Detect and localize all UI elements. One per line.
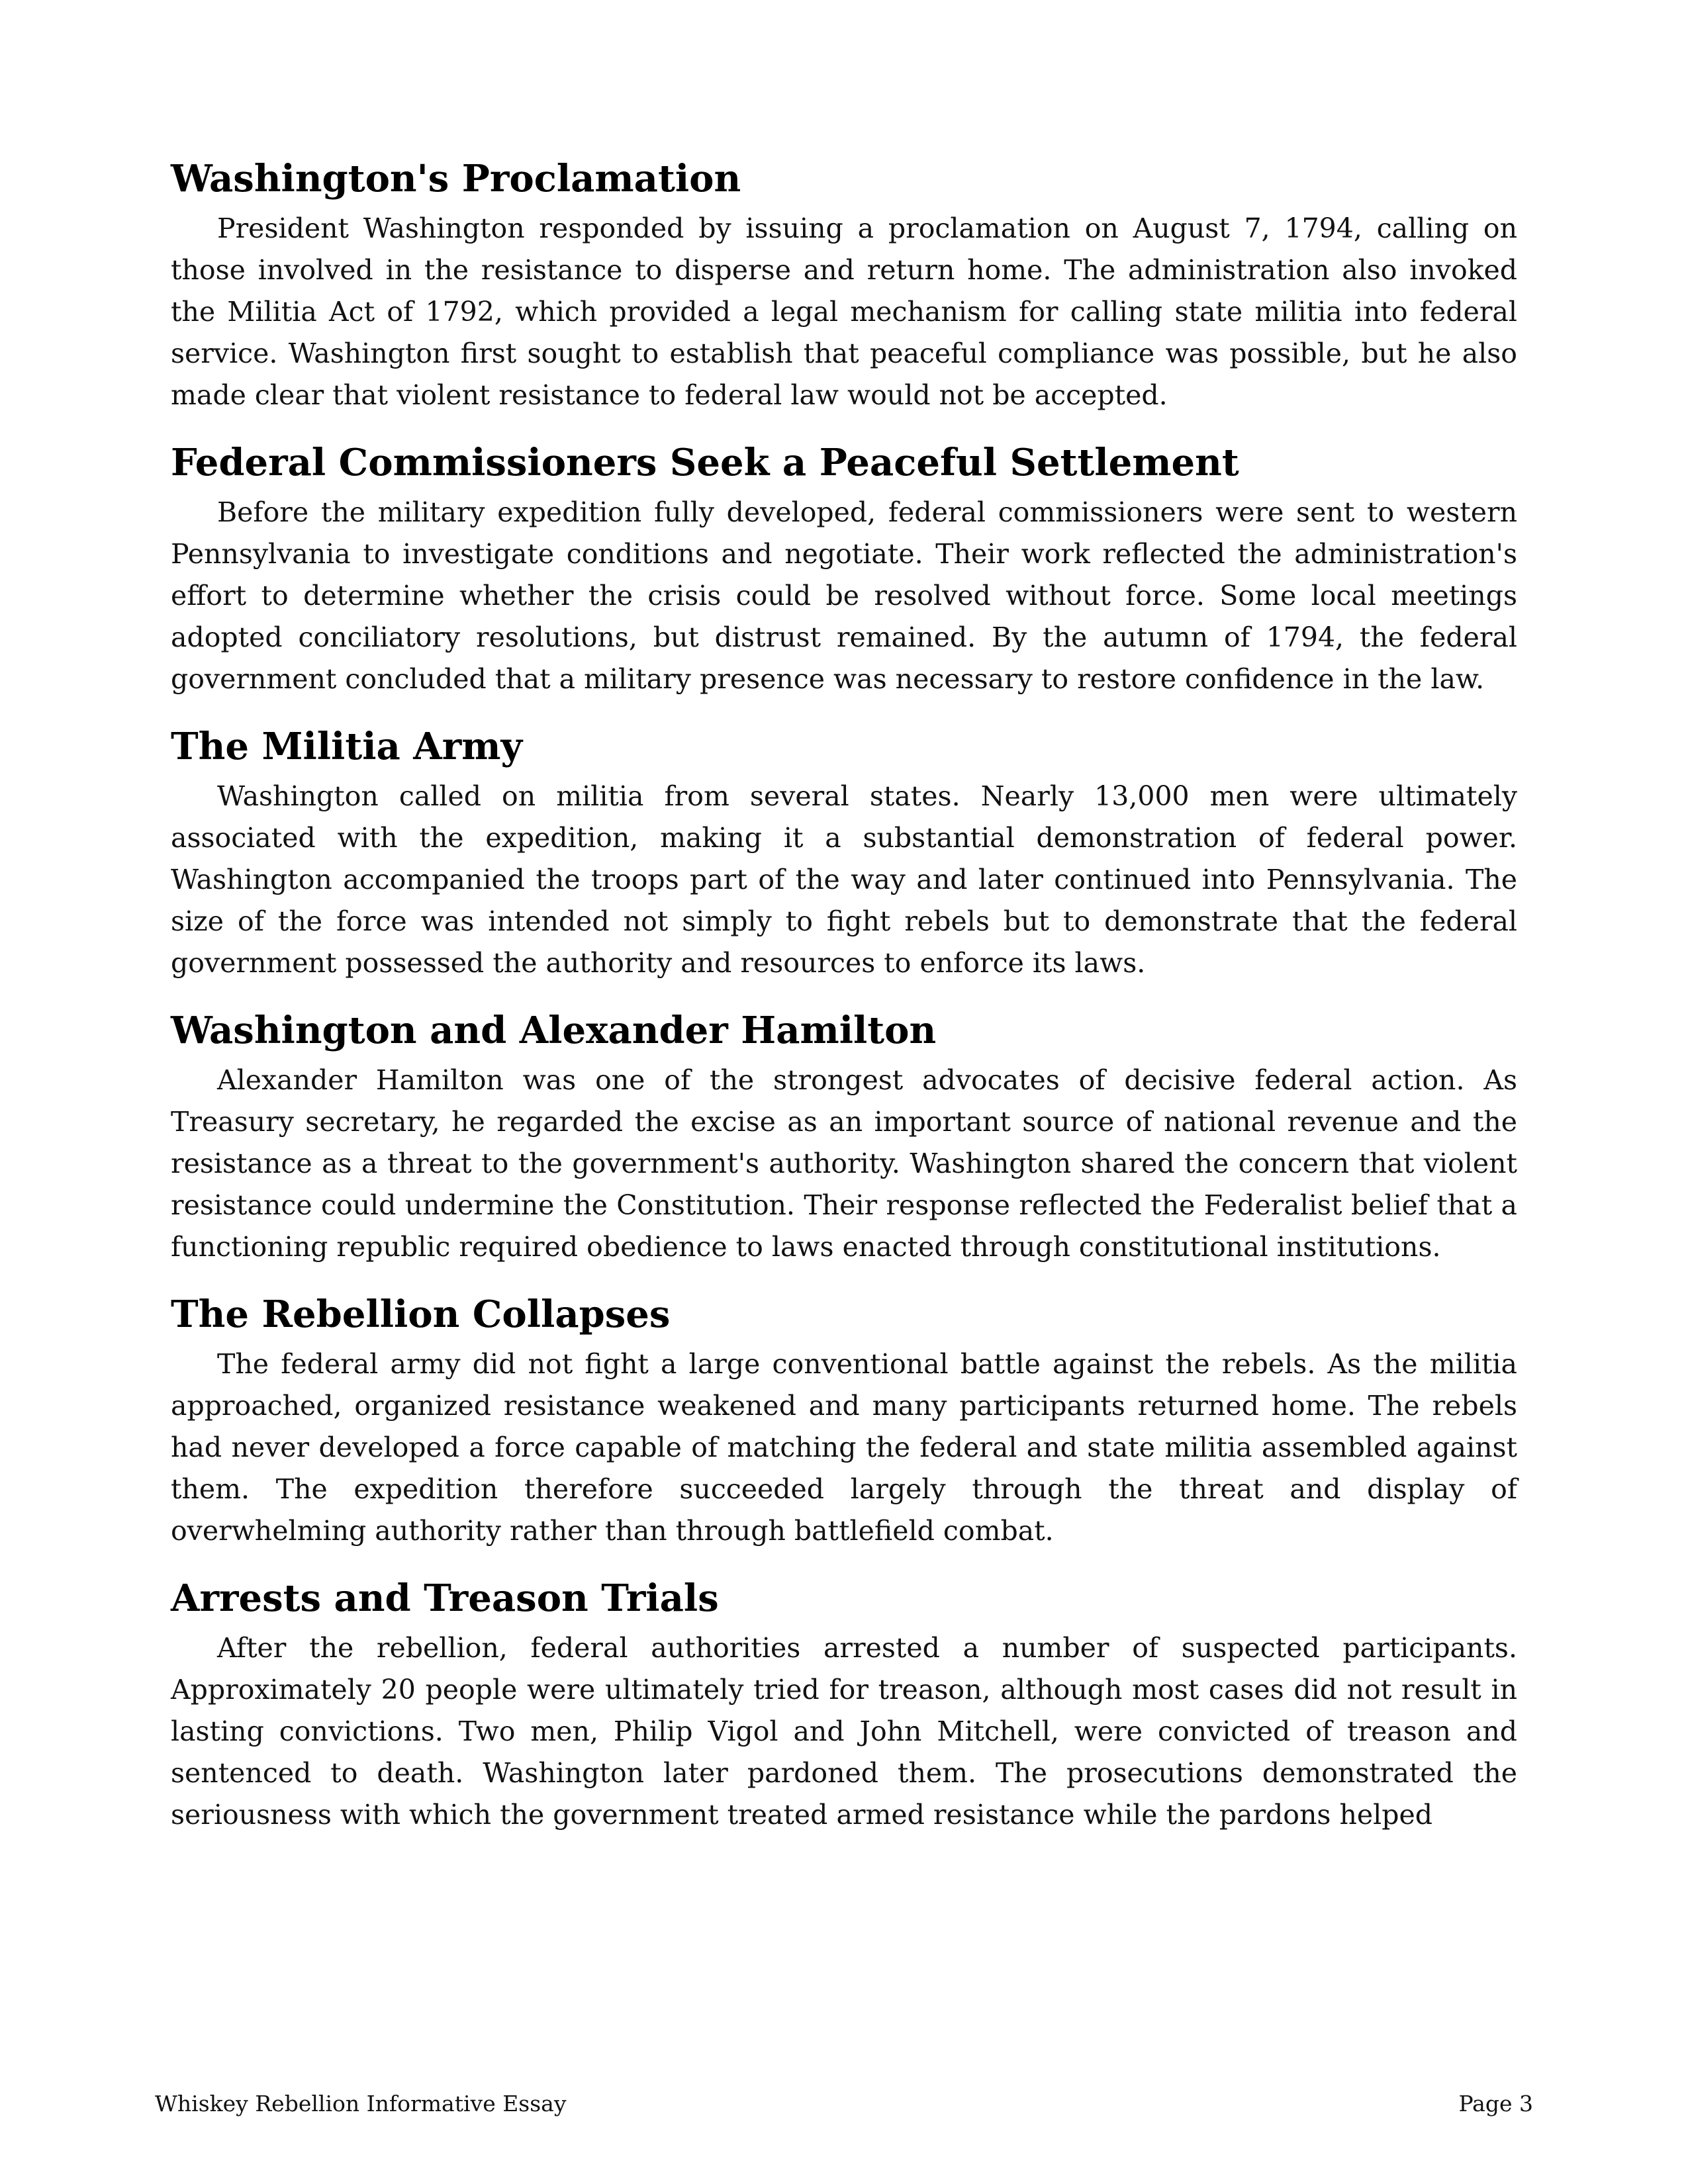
section-washington-and-hamilton (171, 1005, 1517, 1268)
section-heading: Arrests and Treason Trials (171, 1576, 719, 1620)
section-paragraph: Washington called on militia from several states. Nearly 13,000 men were ultimately associated with the expedition, making it a substantial demonstration of federal power. Washington accompanied the troops part of the way and later continued into Pennsylvania. The size of the force was intended not simply to fight rebels but to demonstrate that the federal government possessed the authority and resources to enforce its laws. (171, 780, 1517, 979)
section-heading: The Rebellion Collapses (171, 1293, 671, 1336)
section-paragraph: After the rebellion, federal authorities arrested a number of suspected participants. Approximately 20 people were ultimately tried for treason, although most cases did not result in lasting convictions. Two men, Philip Vigol and John Mitchell, were convicted of treason and sentenced to death. Washington later pardoned them. The prosecutions demonstrated the seriousness with which the government treated armed resistance while the pardons helped (171, 1632, 1517, 1831)
section-arrests-and-trials (171, 1573, 1517, 1836)
document-body (171, 154, 1517, 1857)
section-paragraph: The federal army did not fight a large conventional battle against the rebels. As the militia approached, organized resistance weakened and many participants returned home. The rebels had never developed a force capable of matching the federal and state militia assembled against them. The expedition therefore succeeded largely through the threat and display of overwhelming authority rather than through battlefield combat. (171, 1348, 1517, 1547)
section-heading: Federal Commissioners Seek a Peaceful Settlement (171, 441, 1239, 484)
section-heading: The Militia Army (171, 725, 522, 768)
section-heading: Washington and Alexander Hamilton (171, 1009, 937, 1052)
section-paragraph: President Washington responded by issuing a proclamation on August 7, 1794, calling on those involved in the resistance to disperse and return home. The administration also invoked the Militia Act of 1792, which provided a legal mechanism for calling state militia into federal service. Washington first sought to establish that peaceful compliance was possible, but he also made clear that violent resistance to federal law would not be accepted. (171, 212, 1517, 411)
section-rebellion-collapses (171, 1289, 1517, 1552)
section-heading: Washington's Proclamation (171, 157, 741, 201)
section-federal-commissioners (171, 437, 1517, 700)
section-paragraph: Alexander Hamilton was one of the strongest advocates of decisive federal action. As Treasury secretary, he regarded the excise as an important source of national revenue and the resistance as a threat to the government's authority. Washington shared the concern that violent resistance could undermine the Constitution. Their response reflected the Federalist belief that a functioning republic required obedience to laws enacted through constitutional institutions. (171, 1064, 1517, 1263)
section-militia-army (171, 721, 1517, 984)
footer-page-number: Page 3 (1458, 2091, 1533, 2116)
section-washingtons-proclamation (171, 154, 1517, 416)
footer-document-title: Whiskey Rebellion Informative Essay (155, 2091, 567, 2116)
section-paragraph: Before the military expedition fully developed, federal commissioners were sent to western Pennsylvania to investigate conditions and negotiate. Their work reflected the administration's effort to determine whether the crisis could be resolved without force. Some local meetings adopted conciliatory resolutions, but distrust remained. By the autumn of 1794, the federal government concluded that a military presence was necessary to restore confidence in the law. (171, 496, 1517, 695)
